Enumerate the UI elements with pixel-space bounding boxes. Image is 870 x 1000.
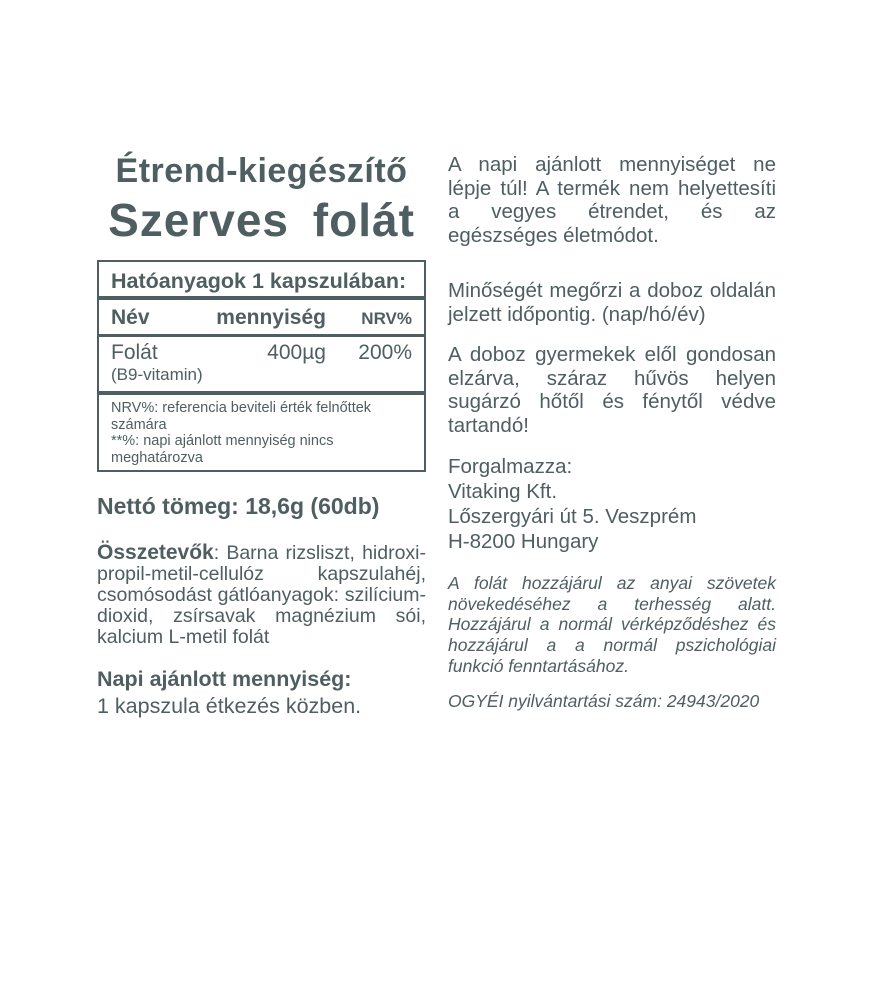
ingredients-paragraph [97, 542, 426, 648]
cell-ingredient-amount: 400µg [267, 341, 326, 364]
ingredient-name-sub: (B9-vitamin) [111, 365, 203, 384]
health-claim-paragraph: A folát hozzájárul az anyai szövetek növekedéséhez a terhesség alatt. Hozzájárul a normál vérképződéshez és hozzájárul a a normál pszichológiai funkció fenntartásához. [448, 573, 776, 676]
cell-ingredient-name [111, 341, 206, 385]
table-title: Hatóanyagok 1 kapszulában: [111, 269, 407, 293]
daily-dose-text: 1 kapszula étkezés közben. [97, 694, 362, 718]
ingredient-name: Folát [111, 341, 158, 364]
column-header-name: Név [111, 306, 150, 329]
footnote-nrv: NRV%: referencia beviteli érték felnőttek számára [111, 400, 372, 433]
table-footnotes [99, 395, 424, 470]
shelf-life-paragraph: Minőségét megőrzi a doboz oldalán jelzett időpontig. (nap/hó/év) [448, 279, 776, 326]
column-header-nrv: NRV% [361, 309, 412, 328]
ingredients-text: : Barna rizsliszt, hidroxi-propil-metil-cellulóz kapszulahéj, csomósodást gátlóanyagok: szilícium-dioxid, zsírsavak magnézium sói, kalcium L-metil folát [97, 542, 426, 648]
right-column [448, 153, 776, 712]
active-ingredients-table [97, 260, 426, 472]
product-title: Szerves folát [108, 194, 415, 246]
distributor-country: H-8200 Hungary [448, 530, 599, 553]
ingredients-label: Összetevők [97, 541, 214, 564]
storage-paragraph: A doboz gyermekek elől gondosan elzárva, száraz hűvös helyen sugárzó hőtől és fénytől védve tartandó! [448, 343, 776, 437]
warning-paragraph: A napi ajánlott mennyiséget ne lépje túl! A termék nem helyettesíti a vegyes étrendet, és az egészséges életmódot. [448, 153, 776, 247]
cell-ingredient-nrv: 200% [358, 341, 412, 364]
distributor-label: Forgalmazza: [448, 455, 573, 478]
distributor-company: Vitaking Kft. [448, 480, 558, 503]
footnote-daily: **%: napi ajánlott mennyiség nincs meghatározva [111, 433, 334, 466]
daily-dose-label: Napi ajánlott mennyiség: [97, 667, 352, 691]
column-header-amount: mennyiség [216, 306, 326, 329]
left-column [97, 150, 426, 719]
distributor-address: Lőszergyári út 5. Veszprém [448, 505, 697, 528]
distributor-block [448, 454, 776, 554]
product-category: Étrend-kiegészítő [115, 152, 408, 190]
table-row [99, 337, 424, 391]
net-weight: Nettó tömeg: 18,6g (60db) [97, 493, 380, 519]
registration-number: OGYÉI nyilvántartási szám: 24943/2020 [448, 690, 760, 711]
table-column-headers [99, 300, 424, 334]
